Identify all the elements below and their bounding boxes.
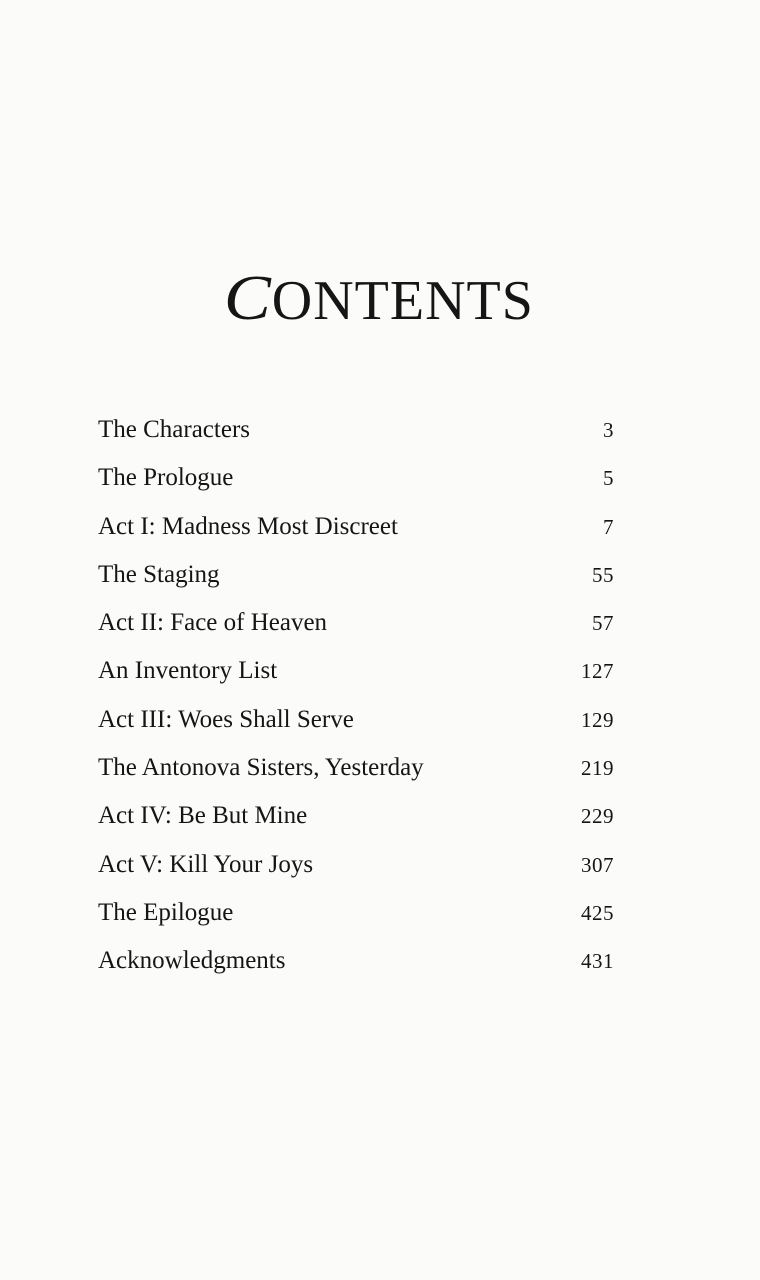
toc-entry-act-1 [98,509,614,557]
toc-entry-page: 57 [592,611,614,636]
toc-entry-label: The Epilogue [98,898,234,926]
toc-entry-acknowledgments [98,943,614,991]
toc-entry-characters [98,412,614,460]
toc-entry-act-3 [98,702,614,750]
toc-entry-act-2 [98,605,614,653]
title-rest: ONTENTS [271,269,534,332]
toc-entry-label: Act I: Madness Most Discreet [98,512,398,540]
title-initial: C [223,261,272,333]
toc-entry-prologue [98,460,614,508]
toc-entry-inventory-list [98,653,614,701]
toc-entry-staging [98,557,614,605]
page-title [0,261,760,333]
toc-entry-page: 219 [581,756,614,781]
toc-entry-label: An Inventory List [98,657,278,685]
table-of-contents [98,412,614,992]
toc-entry-label: The Staging [98,560,220,588]
toc-entry-label: The Prologue [98,464,234,492]
toc-entry-page: 425 [581,900,614,925]
toc-entry-page: 127 [581,659,614,684]
toc-entry-page: 7 [603,514,614,539]
toc-entry-page: 431 [581,949,614,974]
toc-entry-label: The Characters [98,416,251,443]
toc-entry-label: Act II: Face of Heaven [98,609,328,637]
toc-entry-page: 5 [603,466,614,491]
toc-entry-label: Act III: Woes Shall Serve [98,705,354,733]
toc-entry-page: 229 [581,804,614,829]
toc-entry-page: 129 [581,707,614,732]
toc-entry-page: 3 [603,418,614,442]
toc-entry-act-5 [98,847,614,895]
toc-entry-label: Act V: Kill Your Joys [98,850,314,878]
toc-entry-page: 307 [581,852,614,877]
toc-entry-act-4 [98,798,614,846]
toc-entry-label: Act IV: Be But Mine [98,802,308,830]
toc-entry-epilogue [98,895,614,943]
toc-entry-label: Acknowledgments [98,947,286,975]
toc-entry-page: 55 [592,562,614,587]
toc-entry-antonova-sisters [98,750,614,798]
toc-entry-label: The Antonova Sisters, Yesterday [98,754,424,782]
